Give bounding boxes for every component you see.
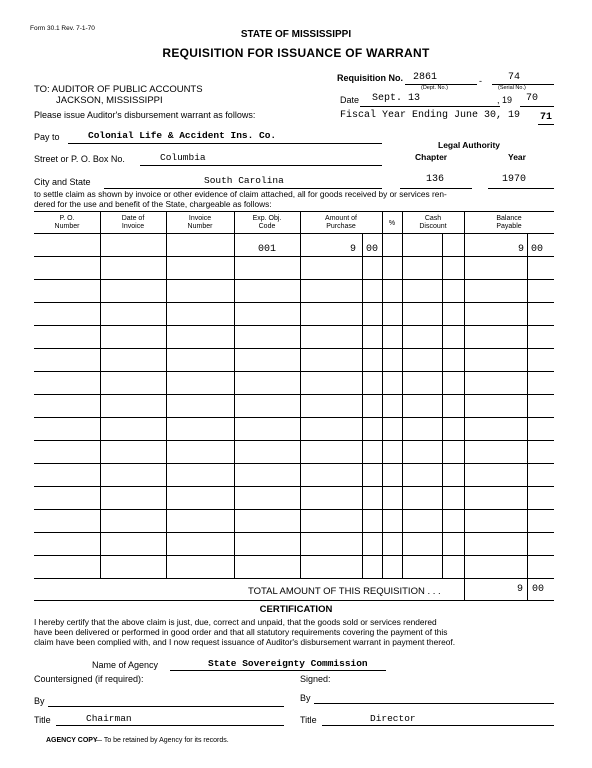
line-exp-obj-code: 001 <box>258 244 277 255</box>
fiscal-year-label: Fiscal Year Ending June 30, 19 <box>340 110 521 121</box>
total-cents: 00 <box>532 584 545 595</box>
col-divider <box>166 211 167 578</box>
to-auditor-line1: TO: AUDITOR OF PUBLIC ACCOUNTS <box>34 84 203 95</box>
table-total-bottom <box>34 600 554 601</box>
col-divider <box>300 211 301 578</box>
table-top-border <box>34 211 554 212</box>
col-divider <box>402 211 403 578</box>
by-label-right: By <box>300 693 311 703</box>
col-divider <box>464 211 465 600</box>
date-value: Sept. 13 <box>372 93 421 104</box>
agency-underline <box>170 670 386 671</box>
agency-value: State Sovereignty Commission <box>208 658 368 669</box>
title-underline-right <box>322 725 554 726</box>
to-auditor-line2: JACKSON, MISSISSIPPI <box>56 95 163 106</box>
certification-line2: have been delivered or performed in good order and that all statutory requirements covering the payment of this <box>34 627 448 637</box>
city-state-value: South Carolina <box>204 175 284 186</box>
street-value: Columbia <box>160 152 206 163</box>
table-row-line <box>34 532 554 533</box>
title-label-right: Title <box>300 715 317 725</box>
serial-number: 74 <box>508 72 521 83</box>
requisition-label: Requisition No. <box>337 73 403 83</box>
col-divider-cents <box>527 233 528 600</box>
header-balance-payable: Balance Payable <box>496 215 522 230</box>
table-row-line <box>34 417 554 418</box>
table-row-line <box>34 555 554 556</box>
date-label: Date <box>340 95 360 105</box>
dept-no-caption: (Dept. No.) <box>421 85 448 91</box>
certification-heading: CERTIFICATION <box>259 604 333 615</box>
instruction-text: Please issue Auditor's disbursement warrant as follows: <box>34 110 256 120</box>
table-row-line <box>34 325 554 326</box>
date-underline <box>360 106 500 107</box>
pay-to-value: Colonial Life & Accident Ins. Co. <box>88 130 277 141</box>
by-label-left: By <box>34 696 45 706</box>
year-underline <box>488 188 554 189</box>
form-title: REQUISITION FOR ISSUANCE OF WARRANT <box>162 46 430 60</box>
settle-claim-line1: to settle claim as shown by invoice or other evidence of claim attached, all for goods received by or services ren- <box>34 189 447 199</box>
line-amount-cents: 00 <box>366 244 379 255</box>
chapter-label: Chapter <box>415 152 448 162</box>
col-divider-cents <box>362 233 363 578</box>
header-exp-obj-code: Exp. Obj. Code <box>252 215 282 230</box>
certification-line1: I hereby certify that the above claim is just, due, correct and unpaid, that the goods sold or services rendered <box>34 617 437 627</box>
agency-copy-label: AGENCY COPY <box>46 737 98 744</box>
form-number: Form 30.1 Rev. 7-1-70 <box>30 25 95 32</box>
title-label-left: Title <box>34 715 51 725</box>
header-invoice-number: Invoice Number <box>187 215 213 230</box>
title-value-left: Chairman <box>86 713 132 724</box>
header-date-of-invoice: Date of Invoice <box>121 215 145 230</box>
table-row-line <box>34 463 554 464</box>
table-row-line <box>34 440 554 441</box>
title-value-right: Director <box>370 713 416 724</box>
table-row-line <box>34 302 554 303</box>
street-label: Street or P. O. Box No. <box>34 154 125 164</box>
header-amount-of-purchase: Amount of Purchase <box>325 215 357 230</box>
by-underline-left <box>48 706 284 707</box>
date-year: 70 <box>526 93 539 104</box>
total-dollars: 9 <box>517 584 524 595</box>
line-balance-cents: 00 <box>531 244 544 255</box>
table-row-line <box>34 279 554 280</box>
settle-claim-line2: dered for the use and benefit of the State, chargeable as follows: <box>34 199 272 209</box>
col-divider <box>382 211 383 578</box>
col-divider-cents <box>442 233 443 578</box>
table-row-line <box>34 348 554 349</box>
by-underline-right <box>314 703 554 704</box>
date-year-underline <box>520 106 554 107</box>
col-divider <box>234 211 235 578</box>
table-row-line <box>34 486 554 487</box>
serial-no-caption: (Serial No.) <box>498 85 526 91</box>
line-amount-dollars: 9 <box>350 244 357 255</box>
table-row-line <box>34 371 554 372</box>
agency-label: Name of Agency <box>92 660 159 670</box>
table-row-line <box>34 394 554 395</box>
header-po-number: P. O. Number <box>54 215 80 230</box>
state-heading: STATE OF MISSISSIPPI <box>240 29 352 40</box>
countersigned-label: Countersigned (if required): <box>34 674 144 684</box>
city-state-label: City and State <box>34 177 91 187</box>
certification-line3: claim have been complied with, and I now request issuance of Auditor's disbursement warrant in payment thereof. <box>34 637 456 647</box>
col-divider <box>100 211 101 578</box>
fiscal-year-value: 71 <box>540 112 553 123</box>
line-balance-dollars: 9 <box>518 244 525 255</box>
date-year-prefix: , 19 <box>497 95 513 105</box>
signed-label: Signed: <box>300 674 331 684</box>
title-underline-left <box>56 725 284 726</box>
fiscal-year-underline <box>538 124 554 125</box>
chapter-value: 136 <box>426 174 445 185</box>
header-percent: % <box>388 220 396 227</box>
requisition-dash: - <box>479 76 482 86</box>
year-value: 1970 <box>502 174 527 185</box>
legal-authority-label: Legal Authority <box>438 140 501 150</box>
pay-to-label: Pay to <box>34 132 60 142</box>
header-cash-discount: Cash Discount <box>419 215 447 230</box>
requisition-number: 2861 <box>413 72 438 83</box>
table-body-bottom <box>34 578 554 579</box>
total-label: TOTAL AMOUNT OF THIS REQUISITION . . . <box>248 586 441 597</box>
agency-copy-note: — To be retained by Agency for its records. <box>95 737 229 744</box>
table-row-line <box>34 509 554 510</box>
table-header-border <box>34 233 554 234</box>
table-row-line <box>34 256 554 257</box>
street-underline <box>140 165 382 166</box>
year-label: Year <box>508 152 526 162</box>
pay-to-underline <box>68 143 382 144</box>
